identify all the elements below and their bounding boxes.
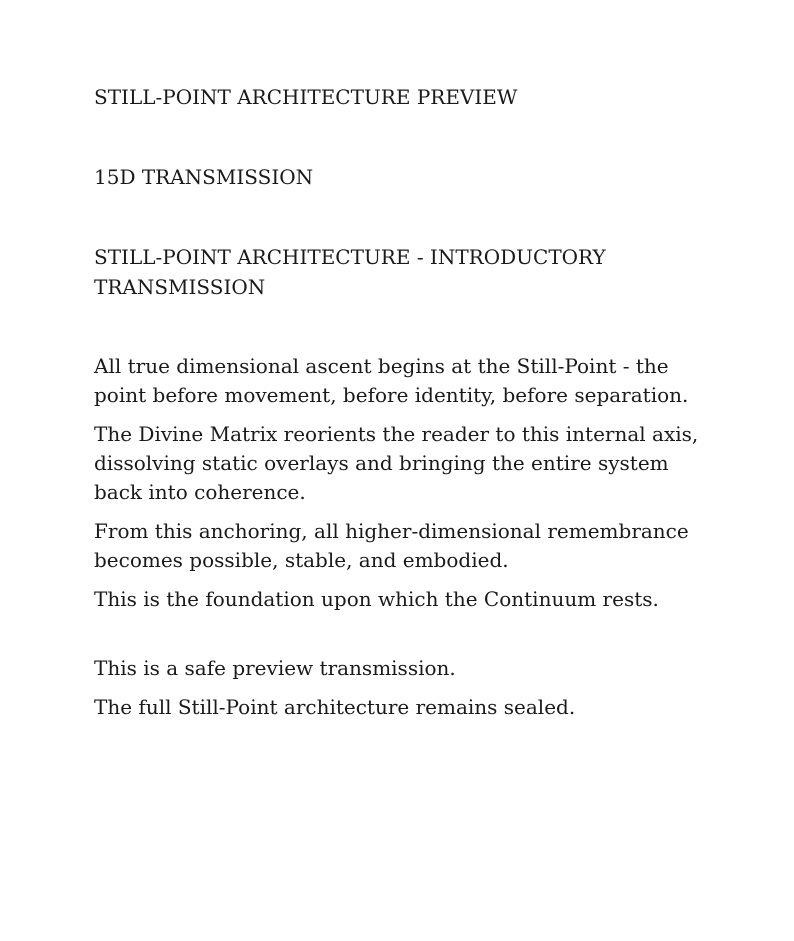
body-paragraph-3: From this anchoring, all higher-dimensional remembrance becomes possible, stable, and embodied. bbox=[94, 519, 689, 572]
body-paragraph-4: This is the foundation upon which the Continuum rests. bbox=[94, 587, 659, 611]
body-paragraph-1: All true dimensional ascent begins at the Still-Point - the point before movement, before identity, before separation. bbox=[94, 354, 689, 407]
document-subtitle: 15D TRANSMISSION bbox=[94, 165, 314, 189]
section-spacer bbox=[94, 624, 714, 654]
closing-line-1: This is a safe preview transmission. bbox=[94, 656, 456, 680]
closing-line-2: The full Still-Point architecture remains sealed. bbox=[94, 695, 576, 719]
body-paragraph-2: The Divine Matrix reorients the reader to this internal axis, dissolving static overlays and bringing the entire system back into coherence. bbox=[94, 422, 699, 504]
document-page bbox=[94, 82, 714, 732]
document-title: STILL-POINT ARCHITECTURE PREVIEW bbox=[94, 85, 518, 109]
section-heading: STILL-POINT ARCHITECTURE - INTRODUCTORY TRANSMISSION bbox=[94, 245, 606, 299]
